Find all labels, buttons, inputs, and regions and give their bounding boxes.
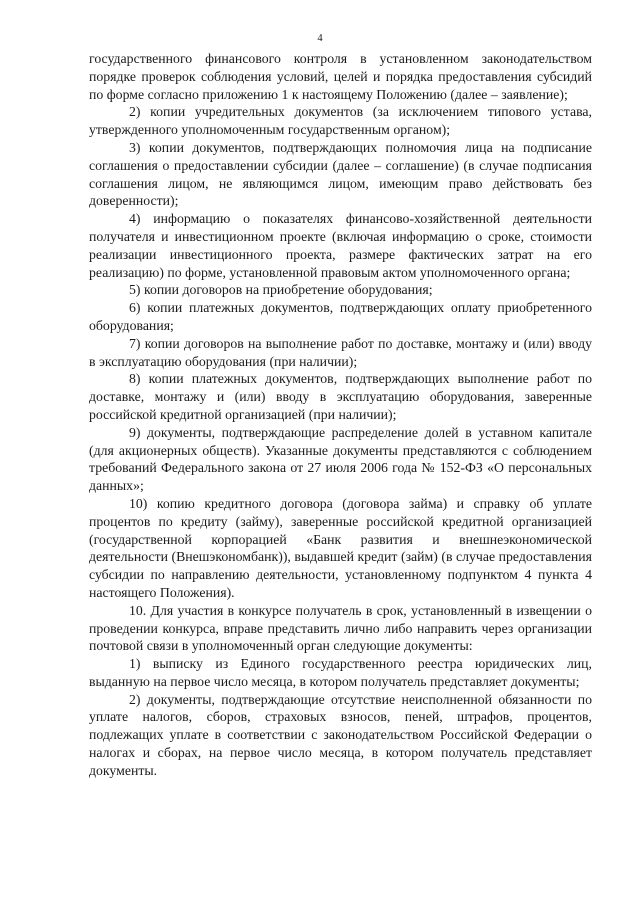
section-10-item-1: 1) выписку из Единого государственного реестра юридических лиц, выданную на первое число месяца, в котором получатель представляет документы; xyxy=(89,656,592,689)
list-item-10: 10) копию кредитного договора (договора займа) и справку об уплате процентов по кредиту (займу), заверенные российской кредитной организацией (государственной корпорацией «Банк развития и внешнеэкономической деятельности (Внешэкономбанк)), выдавшей кредит (займ) (в случае предоставления субсидии по направлению деятельности, установленному подпунктом 4 пункта 4 настоящего Положения). xyxy=(89,495,592,600)
list-item-3: 3) копии документов, подтверждающих полномочия лица на подписание соглашения о предоставлении субсидии (далее – соглашение) (в случае подписания соглашения лицом, не являющимся лицом, имеющим право действовать без доверенности); xyxy=(89,139,592,209)
list-item-4: 4) информацию о показателях финансово-хозяйственной деятельности получателя и инвестиционном проекте (включая информацию о сроке, стоимости реализации инвестиционного проекта, размере фактических затрат на его реализацию) по форме, установленной правовым актом уполномоченного органа; xyxy=(89,211,592,280)
list-item-6: 6) копии платежных документов, подтверждающих оплату приобретенного оборудования; xyxy=(89,300,592,333)
document-body xyxy=(89,50,592,780)
list-item-5: 5) копии договоров на приобретение оборудования; xyxy=(129,282,433,298)
section-10-paragraph: 10. Для участия в конкурсе получатель в срок, установленный в извещении о проведении конкурса, вправе представить лично либо направить через организации почтовой связи в уполномоченный орган следующие документы: xyxy=(89,602,592,654)
list-item-2: 2) копии учредительных документов (за исключением типового устава, утвержденного уполномоченным государственным органом); xyxy=(89,104,592,138)
list-item-8: 8) копии платежных документов, подтверждающих выполнение работ по доставке, монтажу и (или) вводу в эксплуатацию оборудования, заверенные российской кредитной организацией (при наличии); xyxy=(89,371,592,422)
list-item-7: 7) копии договоров на выполнение работ по доставке, монтажу и (или) вводу в эксплуатацию оборудования (при наличии); xyxy=(89,335,592,369)
section-10-item-2: 2) документы, подтверждающие отсутствие неисполненной обязанности по уплате налогов, сборов, страховых взносов, пеней, штрафов, процентов, подлежащих уплате в соответствии с законодательством Российской Федерации о налогах и сборах, на первое число месяца, в котором получатель представляет документы. xyxy=(89,691,592,778)
list-item-9: 9) документы, подтверждающие распределение долей в уставном капитале (для акционерных обществ). Указанные документы представляются с соблюдением требований Федерального закона от 27 июля 2006 года № 152-ФЗ «О персональных данных»; xyxy=(89,424,592,494)
page-number: 4 xyxy=(317,33,323,44)
paragraph-1-continuation: государственного финансового контроля в установленном законодательством порядке проверок соблюдения условий, целей и порядка предоставления субсидий по форме согласно приложению 1 к настоящему Положению (далее – заявление); xyxy=(89,51,592,102)
